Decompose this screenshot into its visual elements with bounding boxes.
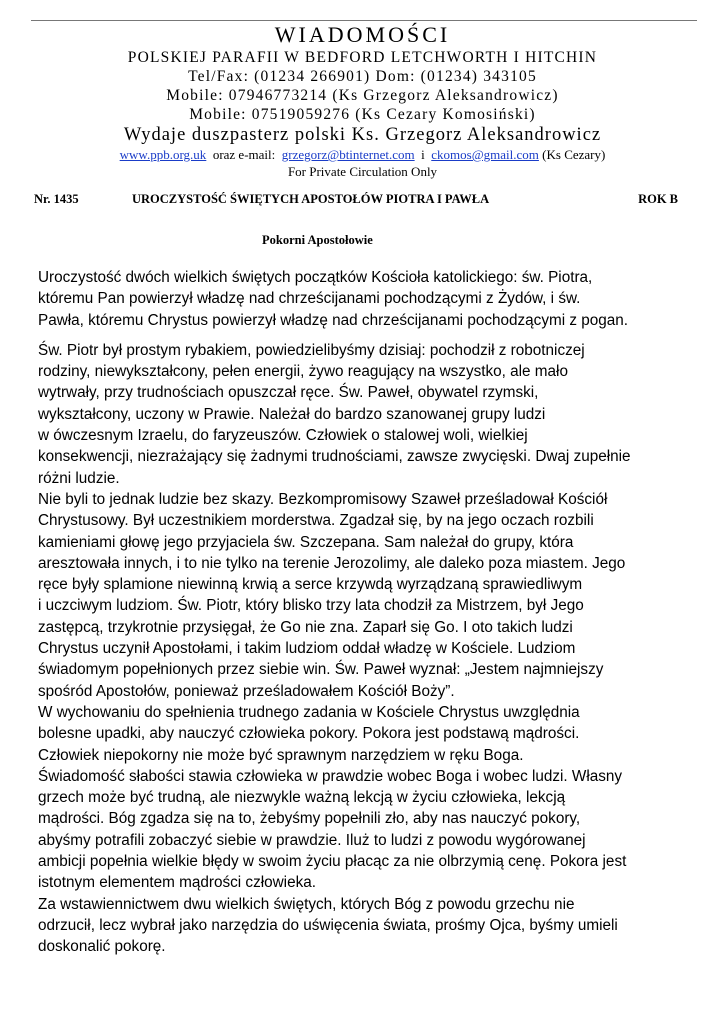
text-line: ambicji popełnia wielkie błędy w swoim życiu płacąc za nie olbrzymią cenę. Pokora jest: [38, 853, 627, 871]
text-line: spośród Apostołów, ponieważ prześladowałem Kościół Boży”.: [38, 682, 455, 700]
liturgical-year: ROK B: [638, 192, 678, 206]
text-line: Chrystus uczynił Apostołami, i takim ludziom oddał władzę w Kościele. Ludziom: [38, 640, 576, 658]
newsletter-header: [0, 22, 725, 181]
email-conjunction: i: [421, 147, 425, 162]
text-line: Chrystusowy. Był uczestnikiem morderstwa. Zgadzał się, by na jego oczach rozbili: [38, 512, 594, 530]
website-link[interactable]: www.ppb.org.uk: [119, 147, 207, 162]
email-link-2[interactable]: ckomos@gmail.com: [431, 147, 539, 162]
mobile-line-2: Mobile: 07519059276 (Ks Cezary Komosiński): [189, 106, 536, 123]
mobile-line-1: Mobile: 07946773214 (Ks Grzegorz Aleksandrowicz): [166, 87, 559, 104]
text-line: rodziny, niewykształcony, pełen energii, żywo reagujący na wszystko, ale mało: [38, 363, 568, 381]
email-2-note: (Ks Cezary): [542, 147, 606, 162]
private-circulation-note: For Private Circulation Only: [287, 164, 438, 179]
tel-line: Tel/Fax: (01234 266901) Dom: (01234) 343105: [188, 68, 537, 85]
text-line: zastępcą, trzykrotnie przysięgał, że Go nie zna. Zaparł się Go. I oto takich ludzi: [38, 618, 573, 636]
text-line: Pawła, któremu Chrystus powierzył władzę nad chrześcijanami pochodzącymi z pogan.: [38, 311, 629, 329]
text-line: wykształcony, uczony w Prawie. Należał do bardzo szanowanej grupy ludzi: [38, 405, 546, 423]
text-line: Świadomość słabości stawia człowieka w prawdzie wobec Boga i wobec ludzi. Własny: [38, 767, 623, 785]
text-line: doskonalić pokorę.: [38, 938, 166, 956]
text-line: ręce były splamione niewinną krwią a serce krzywdą wyrządzaną sprawiedliwym: [38, 576, 583, 594]
text-line: Za wstawiennictwem dwu wielkich świętych, których Bóg z powodu grzechu nie: [38, 895, 575, 913]
text-line: wytrwały, przy trudnościach opuszczał ręce. Św. Paweł, obywatel rzymski,: [38, 384, 539, 402]
text-line: Człowiek niepokorny nie może być sprawnym narzędziem w ręku Boga.: [38, 746, 524, 764]
parish-name: POLSKIEJ PARAFII W BEDFORD LETCHWORTH I HITCHIN: [127, 49, 598, 66]
text-line: Św. Piotr był prostym rybakiem, powiedzielibyśmy dzisiaj: pochodził z robotniczej: [38, 341, 585, 359]
contacts-line: [0, 147, 725, 163]
text-line: świadomym popełnionych przez siebie win. Św. Paweł wyznał: „Jestem najmniejszy: [38, 661, 604, 679]
text-line: abyśmy potrafili zobaczyć siebie w prawdzie. Iluż to ludzi z powodu wygórowanej: [38, 831, 586, 849]
paragraph-2: [38, 340, 698, 958]
text-line: bolesne upadki, aby nauczyć człowieka pokory. Pokora jest podstawą mądrości.: [38, 725, 580, 743]
text-line: istotnym elementem mądrości człowieka.: [38, 874, 316, 892]
text-line: różni ludzie.: [38, 469, 120, 487]
publisher-line: Wydaje duszpasterz polski Ks. Grzegorz Aleksandrowicz: [123, 125, 602, 145]
text-line: i uczciwym ludziom. Św. Piotr, który blisko trzy lata chodził za Mistrzem, był Jego: [38, 597, 584, 615]
article-body: [38, 267, 698, 958]
text-line: grzech może być trudną, ale niezwykle ważną lekcją w życiu człowieka, lekcją: [38, 789, 566, 807]
text-line: Uroczystość dwóch wielkich świętych początków Kościoła katolickiego: św. Piotra,: [38, 269, 593, 286]
text-line: któremu Pan powierzył władzę nad chrześcijanami pochodzącymi z Żydów, i św.: [38, 290, 581, 308]
email-link-1[interactable]: grzegorz@btinternet.com: [281, 147, 415, 162]
article-title: Pokorni Apostołowie: [262, 233, 373, 247]
issue-line: [34, 192, 684, 208]
text-line: W wychowaniu do spełnienia trudnego zadania w Kościele Chrystus uwzględnia: [38, 703, 580, 721]
top-rule: [31, 20, 697, 21]
text-line: Nie byli to jednak ludzie bez skazy. Bezkompromisowy Szaweł prześladował Kościół: [38, 490, 608, 508]
text-line: w ówczesnym Izraelu, do faryzeuszów. Człowiek o stalowej woli, wielkiej: [38, 427, 528, 445]
newsletter-title: WIADOMOŚCI: [274, 22, 451, 47]
feast-title: UROCZYSTOŚĆ ŚWIĘTYCH APOSTOŁÓW PIOTRA I PAWŁA: [132, 192, 490, 206]
text-line: mądrości. Bóg zgadza się na to, żebyśmy popełnili zło, aby nas nauczyć pokory,: [38, 810, 581, 828]
paragraph-1: [38, 267, 698, 331]
email-intro: oraz e-mail:: [212, 147, 276, 162]
text-line: aresztowała innych, i to nie tylko na terenie Jerozolimy, ale daleko poza miastem. Jego: [38, 554, 626, 572]
text-line: kamieniami głowę jego przyjaciela św. Szczepana. Sam należał do grupy, która: [38, 533, 574, 551]
text-line: konsekwencji, niezrażający się żadnymi trudnościami, zawsze zwycięski. Dwaj zupełnie: [38, 448, 631, 466]
text-line: odrzucił, lecz wybrał jako narzędzia do uświęcenia świata, prośmy Ojca, byśmy umieli: [38, 916, 618, 934]
issue-number: Nr. 1435: [34, 192, 79, 206]
